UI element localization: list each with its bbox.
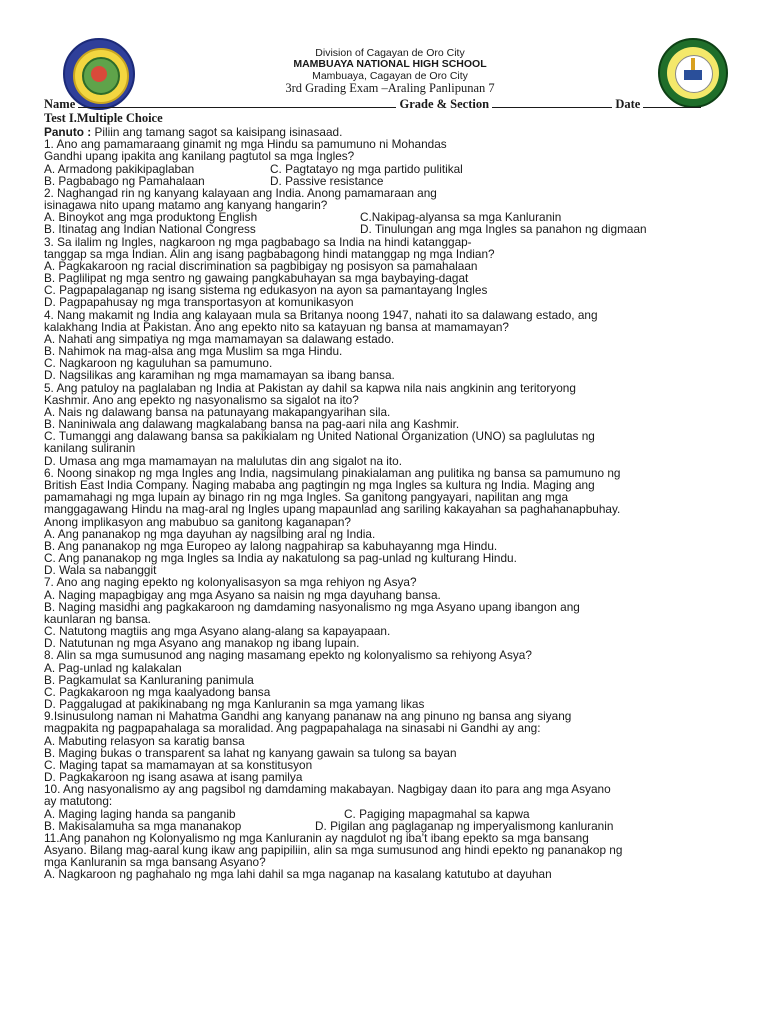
choice-option: A. Binoykot ang mga produktong English [44, 210, 258, 225]
choice-option: D. Passive resistance [270, 173, 384, 188]
choice-option: A. Armadong pakikipaglaban [44, 161, 195, 176]
question-line: Gandhi upang ipakita ang kanilang pagtutol sa mga Ingles? [44, 149, 355, 164]
question-line: magpakita ng pagpapahalaga sa moralidad. Ang pagpapahalaga na sinasabi ni Gandhi ay ang: [44, 721, 541, 736]
choice-option: C. Pagiging mapagmahal sa kapwa [344, 806, 530, 821]
question-line: 10. Ang nasyonalismo ay ang pagsibol ng damdaming makabayan. Nagbigay daan ito para ang mga Asyano [44, 782, 611, 797]
question-line: B. Pagkamulat sa Kanluraning panimula [44, 672, 254, 687]
question-line [44, 175, 734, 187]
choice-option: A. Maging laging handa sa panganib [44, 806, 236, 821]
division-heading: Division of Cagayan de Oro City [315, 47, 465, 59]
question-line: D. Pagpapahusay ng mga transportasyon at komunikasyon [44, 295, 354, 310]
question-line: Kashmir. Ano ang epekto ng nasyonalismo sa sigalot na ito? [44, 392, 359, 407]
question-line: B. Naging masidhi ang pagkakaroon ng damdaming nasyonalismo ng mga Asyano upang ibangon ang [44, 599, 580, 614]
question-line: 1. Ano ang pamamaraang ginamit ng mga Hindu sa pamumuno ni Mohandas [44, 137, 447, 152]
question-line: 6. Noong sinakop ng mga Ingles ang India, nagsimulang pinakialaman ang pulitika ng bansa sa pamumuno ng [44, 465, 621, 480]
question-line: 2. Naghangad rin ng kanyang kalayaan ang India. Anong pamamaraan ang [44, 185, 437, 200]
question-line: C. Maging tapat sa mamamayan at sa konstitusyon [44, 757, 313, 772]
question-line: pamamahagi ng mga lupain ay binago rin ng mga Ingles. Sa ganitong pangyayari, napilitan ang mga [44, 490, 568, 505]
choice-option: B. Itinatag ang Indian National Congress [44, 222, 256, 237]
test-title: Test I.Multiple Choice [44, 111, 163, 125]
question-line: A. Pagkakaroon ng racial discrimination sa pagbibigay ng posisyon sa pamahalaan [44, 258, 478, 273]
question-line: isinagawa nito upang matamo ang kanyang hangarin? [44, 198, 328, 213]
question-line: C. Nagkaroon ng kaguluhan sa pamumuno. [44, 356, 273, 371]
question-line: kalakhang India at Pakistan. Ano ang epekto nito sa katayuan ng bansa at mamamayan? [44, 319, 509, 334]
choice-option: D. Pigilan ang paglaganap ng imperyalismong kanluranin [315, 818, 614, 833]
question-line: 11.Ang panahon ng Kolonyalismo ng mga Kanluranin ay nagdulot ng iba’t ibang epekto sa mga bansang [44, 830, 589, 845]
question-body [44, 126, 734, 881]
question-line: 4. Nang makamit ng India ang kalayaan mula sa Britanya noong 1947, nahati ito sa dalawang estado, ang [44, 307, 598, 322]
question-line: C. Tumanggi ang dalawang bansa sa pakikialam ng United National Organization (UNO) sa paglulutas ng [44, 429, 595, 444]
question-line: 3. Sa ilalim ng Ingles, nagkaroon ng mga pagbabago sa India na hindi katanggap- [44, 234, 472, 249]
question-line: D. Umasa ang mga mamamayan na malulutas din ang sigalot na ito. [44, 453, 403, 468]
question-line: ay matutong: [44, 794, 113, 809]
question-line: A. Naging mapagbigay ang mga Asyano sa naisin ng mga dayuhang bansa. [44, 587, 441, 602]
question-line: tanggap sa mga Indian. Alin ang isang pagbabagong hindi matanggap ng mga Indian? [44, 246, 495, 261]
name-blank[interactable] [78, 96, 396, 108]
question-line [44, 223, 734, 235]
question-line: kanilang suliranin [44, 441, 136, 456]
date-blank[interactable] [643, 96, 701, 108]
grade-section-blank[interactable] [492, 96, 612, 108]
question-line: C. Pagkakaroon ng mga kaalyadong bansa [44, 684, 271, 699]
question-line: A. Mabuting relasyon sa karatig bansa [44, 733, 245, 748]
question-line: D. Pagkakaroon ng isang asawa at isang pamilya [44, 770, 303, 785]
question-line: B. Paglilipat ng mga sentro ng gawaing pangkabuhayan sa mga baybaying-dagat [44, 271, 469, 286]
question-line [44, 820, 734, 832]
question-line: B. Nahimok na mag-alsa ang mga Muslim sa mga Hindu. [44, 344, 343, 359]
question-line: A. Ang pananakop ng mga dayuhan ay nagsilbing aral ng India. [44, 526, 376, 541]
choice-option: D. Tinulungan ang mga Ingles sa panahon ng digmaan [360, 222, 647, 237]
choice-option: B. Makisalamuha sa mga mananakop [44, 818, 242, 833]
question-line: C. Pagpapalaganap ng isang sistema ng edukasyon na ayon sa pamantayang Ingles [44, 283, 488, 298]
question-line: A. Pag-unlad ng kalakalan [44, 660, 182, 675]
question-line: B. Ang pananakop ng mga Europeo ay lalong nagpahirap sa kabuhayanng mga Hindu. [44, 538, 498, 553]
question-line: Asyano. Bilang mag-aaral kung ikaw ang papipiliin, alin sa mga sumusunod ang hindi epekto ng pananakop ng [44, 843, 623, 858]
question-line: D. Nagsilikas ang karamihan ng mga mamamayan sa ibang bansa. [44, 368, 395, 383]
question-line: 8. Alin sa mga sumusunod ang naging masamang epekto ng kolonyalismo sa rehiyong Asya? [44, 648, 532, 663]
name-label: Name [44, 97, 76, 111]
date-label: Date [615, 97, 641, 111]
question-line: D. Paggalugad at pakikinabang ng mga Kanluranin sa mga yamang likas [44, 697, 425, 712]
exam-title: 3rd Grading Exam –Araling Panlipunan 7 [285, 81, 495, 95]
question-line: C. Natutong magtiis ang mga Asyano alang-alang sa kapayapaan. [44, 624, 391, 639]
school-address: Mambuaya, Cagayan de Oro City [312, 70, 468, 82]
question-line: mga Kanluranin sa mga bansang Asyano? [44, 855, 266, 870]
question-line: D. Natutunan ng mga Asyano ang manakop ng ibang lupain. [44, 636, 360, 651]
choice-option: C. Pagtatayo ng mga partido pulitikal [270, 161, 463, 176]
grade-section-label: Grade & Section [399, 97, 490, 111]
question-line: 7. Ano ang naging epekto ng kolonyalisasyon sa mga rehiyon ng Asya? [44, 575, 417, 590]
question-line: B. Naniniwala ang dalawang magkalabang bansa na pag-aari nila ang Kashmir. [44, 417, 460, 432]
question-line: A. Nais ng dalawang bansa na patunayang makapangyarihan sila. [44, 404, 391, 419]
question-line: manggagawang Hindu na mag-aral ng Ingles upang mapaunlad ang sariling kakayahan sa paghahanapbuhay. [44, 502, 621, 517]
instruction-text: Piliin ang tamang sagot sa kaisipang isinasaad. [91, 125, 343, 139]
question-line: 5. Ang patuloy na paglalaban ng India at Pakistan ay dahil sa kapwa nila nais angkinin ang teritoryong [44, 380, 576, 395]
choice-option: C.Nakipag-alyansa sa mga Kanluranin [360, 210, 562, 225]
choice-option: B. Pagbabago ng Pamahalaan [44, 173, 205, 188]
question-line: 9.Isinusulong naman ni Mahatma Gandhi ang kanyang pananaw na ang pinuno ng bansa ang siyang [44, 709, 572, 724]
question-line: Anong implikasyon ang mabubuo sa ganitong kaganapan? [44, 514, 351, 529]
question-line: C. Ang pananakop ng mga Ingles sa India ay nakatulong sa pag-unlad ng kulturang Hindu. [44, 551, 517, 566]
question-line: D. Wala sa nabanggit [44, 563, 157, 578]
question-line: B. Maging bukas o transparent sa lahat ng kanyang gawain sa tulong sa bayan [44, 745, 457, 760]
question-line: A. Nagkaroon ng paghahalo ng mga lahi dahil sa mga naganap na kasalang katutubo at dayuhan [44, 867, 552, 882]
school-name: MAMBUAYA NATIONAL HIGH SCHOOL [293, 58, 487, 70]
student-info-line [44, 96, 734, 112]
instruction-label: Panuto : [44, 125, 92, 139]
question-line: A. Nahati ang simpatiya ng mga mamamayan sa dalawang estado. [44, 331, 395, 346]
question-line: kaunlaran ng bansa. [44, 611, 151, 626]
question-line: British East India Company. Naging mababa ang pagtingin ng mga Ingles sa kultura ng India. Maging ang [44, 477, 595, 492]
